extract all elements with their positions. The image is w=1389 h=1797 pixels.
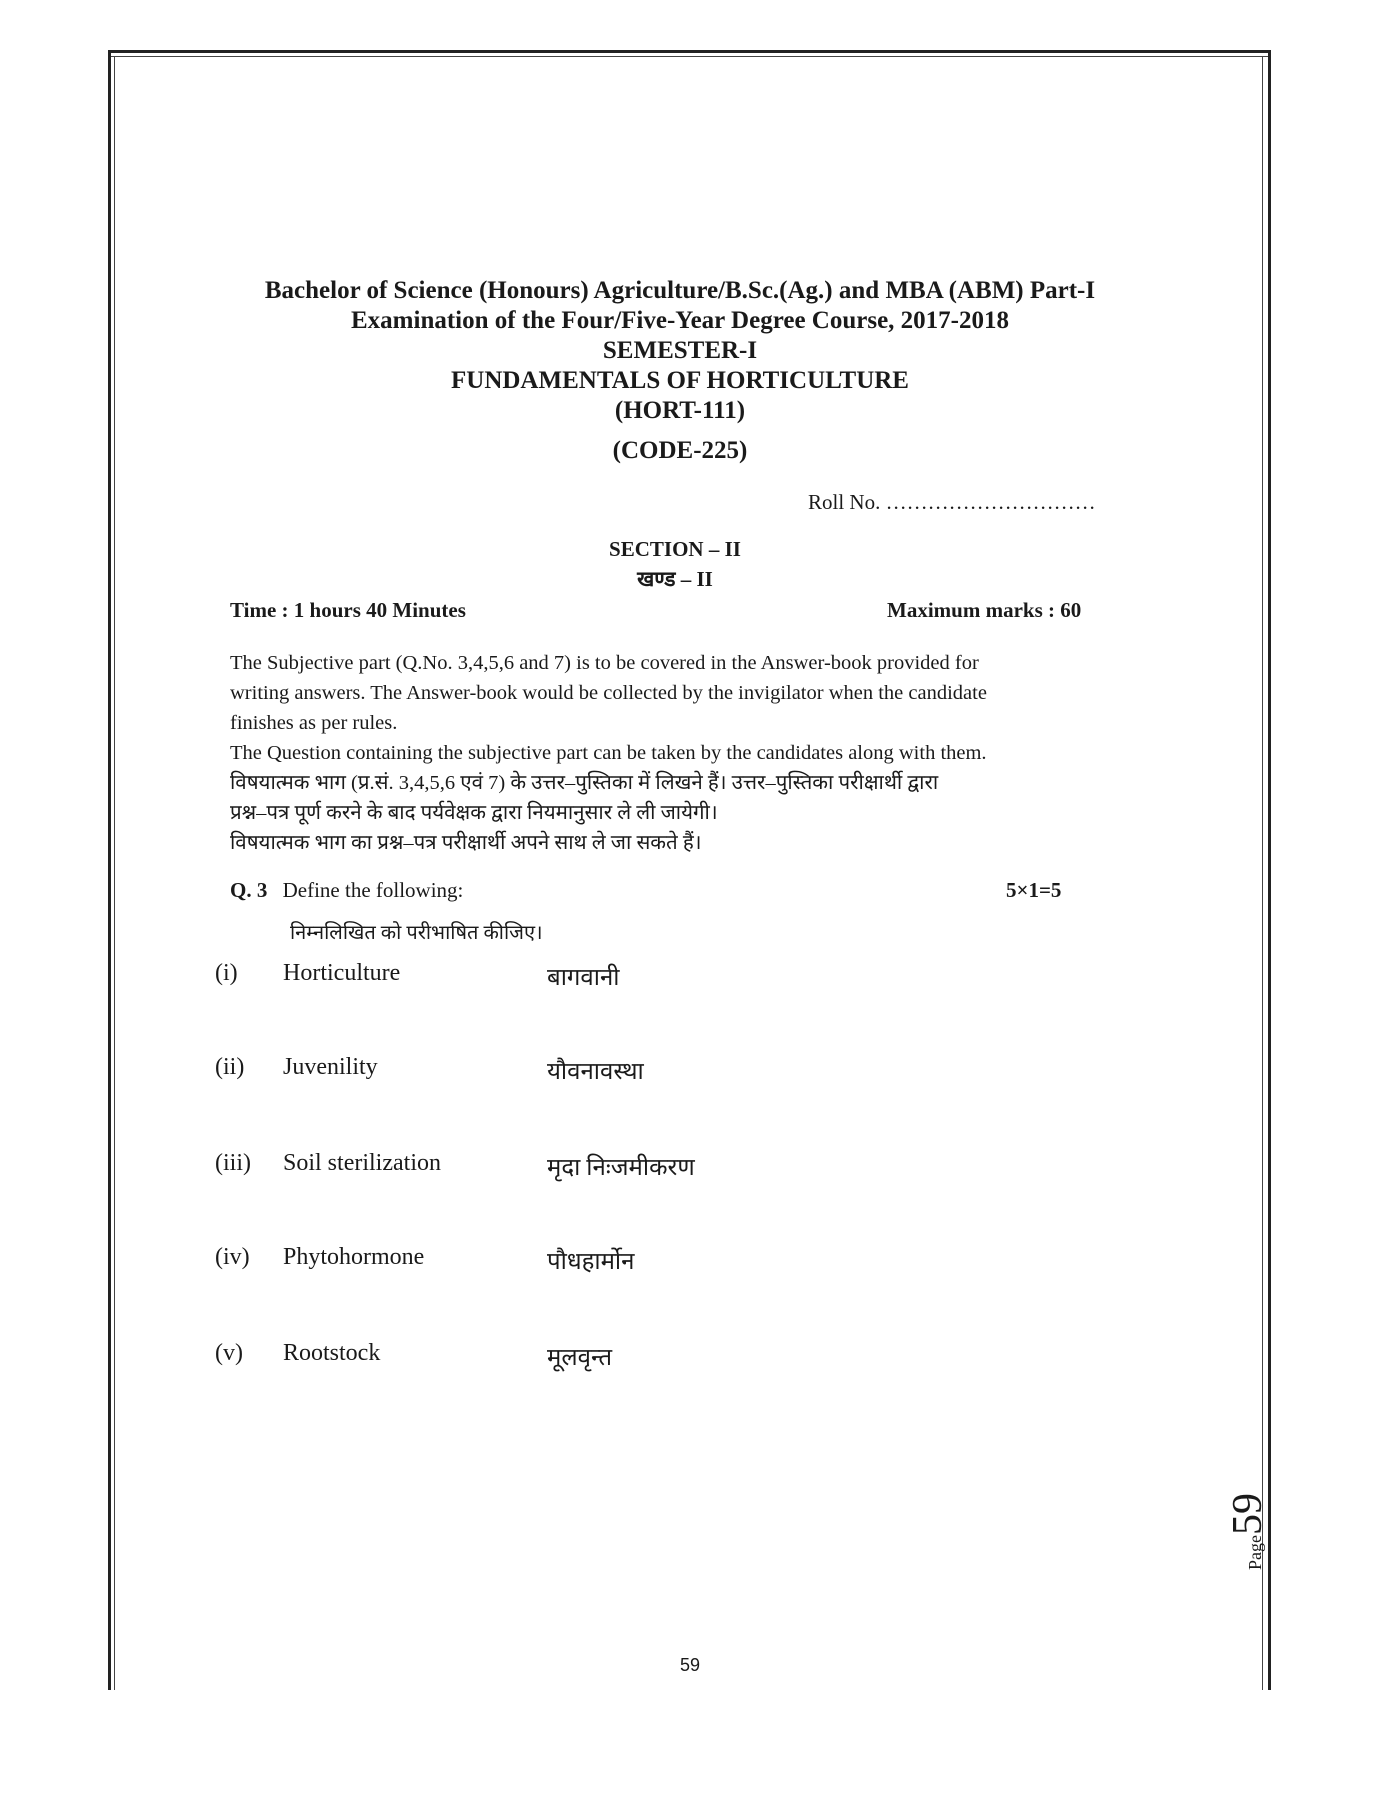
header-exam-line: Examination of the Four/Five-Year Degree Course, 2017-2018	[351, 307, 1009, 334]
header-paper-code: (CODE-225)	[612, 437, 748, 464]
instruction-line-hindi: प्रश्न–पत्र पूर्ण करने के बाद पर्यवेक्षक द्वारा नियमानुसार ले ली जायेगी।	[230, 802, 718, 824]
term-hindi: मूलवृन्त	[547, 1345, 613, 1371]
term-hindi: बागवानी	[547, 965, 620, 991]
term-english: Phytohormone	[283, 1244, 425, 1270]
exam-header	[200, 276, 1160, 466]
term-number: (i)	[215, 960, 238, 986]
side-page-number: 59	[1225, 1493, 1271, 1535]
instruction-line-hindi: विषयात्मक भाग (प्र.सं. 3,4,5,6 एवं 7) के उत्तर–पुस्तिका में लिखने हैं। उत्तर–पुस्तिका परीक्षार्थी द्वारा	[230, 772, 939, 794]
term-number: (iii)	[215, 1150, 251, 1176]
page-border-top-inner	[108, 56, 1271, 57]
term-english: Juvenility	[283, 1054, 378, 1080]
instruction-line: finishes as per rules.	[230, 712, 398, 734]
term-hindi: मृदा निःजमीकरण	[547, 1155, 695, 1181]
page-border-left	[108, 50, 111, 1690]
header-course-code: (HORT-111)	[614, 397, 746, 424]
term-number: (v)	[215, 1340, 243, 1366]
term-english: Horticulture	[283, 960, 401, 986]
instruction-line-hindi: विषयात्मक भाग का प्रश्न–पत्र परीक्षार्थी अपने साथ ले जा सकते हैं।	[230, 832, 702, 854]
question-text: Define the following:	[282, 878, 464, 902]
section-title-hi: खण्ड – II	[637, 567, 713, 591]
instruction-line: writing answers. The Answer-book would be collected by the invigilator when the candidate	[230, 682, 987, 704]
page-border-left-inner	[114, 56, 115, 1690]
term-english: Soil sterilization	[283, 1150, 441, 1176]
term-number: (iv)	[215, 1244, 250, 1270]
roll-number-field: Roll No. …………………………	[808, 490, 1096, 514]
instructions-block	[230, 648, 1090, 858]
side-page-word: Page	[1245, 1535, 1265, 1570]
maximum-marks: Maximum marks : 60	[887, 598, 1082, 622]
term-hindi: यौवनावस्था	[547, 1059, 644, 1085]
exam-time: Time : 1 hours 40 Minutes	[230, 598, 466, 622]
header-semester: SEMESTER-I	[602, 337, 758, 364]
term-english: Rootstock	[283, 1340, 381, 1366]
section-heading	[560, 534, 790, 594]
header-degree-line: Bachelor of Science (Honours) Agriculture/B.Sc.(Ag.) and MBA (ABM) Part-I	[264, 277, 1096, 304]
side-page-label	[1224, 1430, 1274, 1570]
question-text-hindi: निम्नलिखित को परीभाषित कीजिए।	[290, 922, 543, 944]
instruction-line: The Subjective part (Q.No. 3,4,5,6 and 7) is to be covered in the Answer-book provided for	[230, 652, 979, 674]
header-subject: FUNDAMENTALS OF HORTICULTURE	[451, 367, 909, 394]
page-border-top	[108, 50, 1271, 53]
instruction-line: The Question containing the subjective part can be taken by the candidates along with them.	[230, 742, 987, 764]
term-number: (ii)	[215, 1054, 245, 1080]
question-marks: 5×1=5	[1006, 878, 1062, 902]
section-title-en: SECTION – II	[609, 537, 741, 561]
term-hindi: पौधहार्मोन	[547, 1249, 635, 1275]
question-3	[230, 878, 463, 903]
question-number: Q. 3	[230, 878, 268, 902]
page-number: 59	[679, 1655, 701, 1675]
